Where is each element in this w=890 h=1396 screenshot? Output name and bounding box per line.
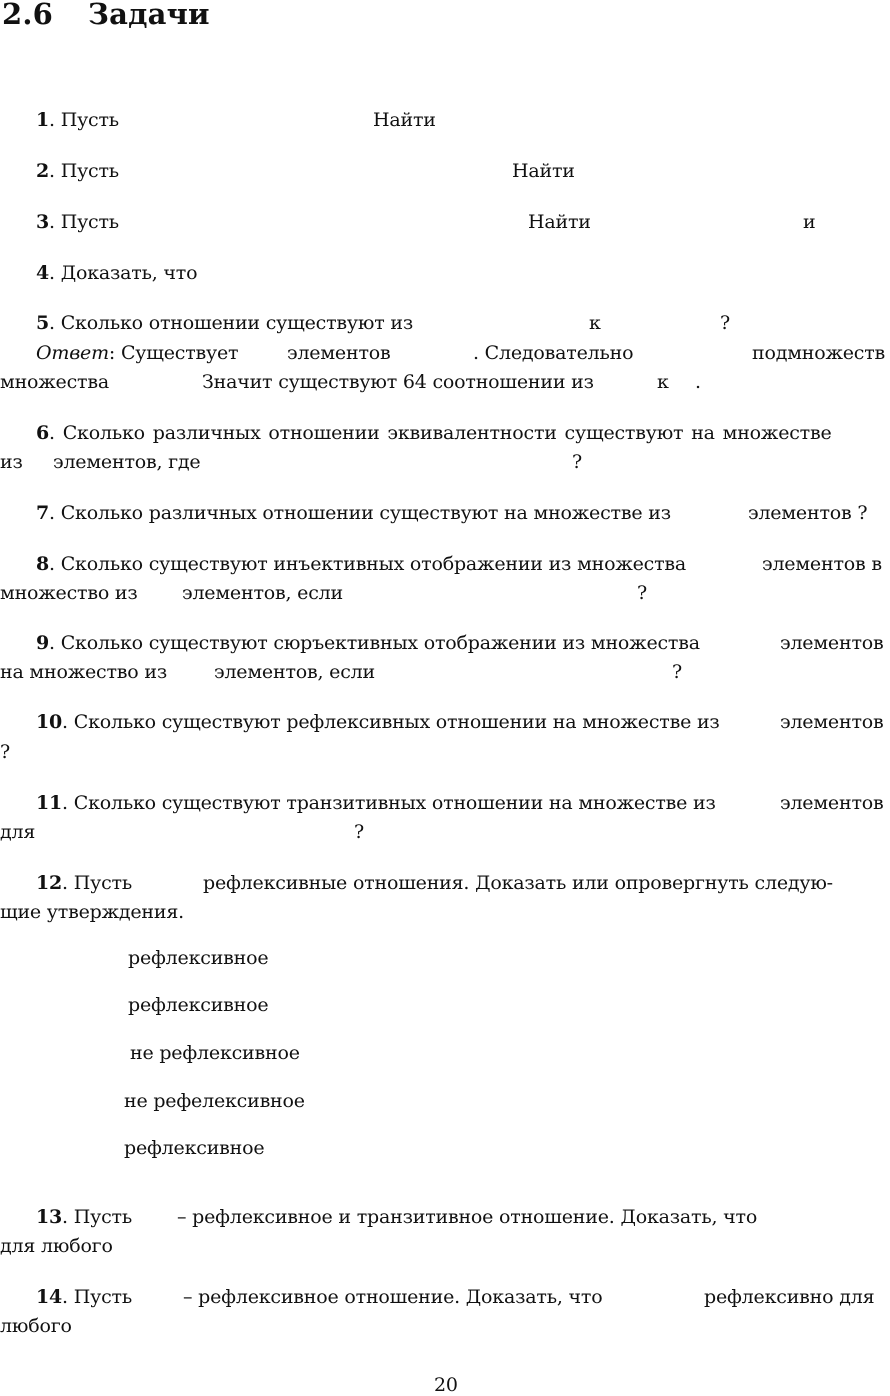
problem-9-text-b: элементов	[780, 632, 884, 654]
problem-number: 9	[36, 632, 50, 654]
problem-5-text-c: ?	[720, 312, 730, 334]
problem-5-line3-c: к	[657, 371, 669, 393]
problem-7-text-b: элементов ?	[748, 502, 868, 524]
problem-5-answer	[36, 344, 238, 363]
problem-text: . Пусть	[62, 1206, 132, 1228]
problem-5-line3-d: .	[695, 371, 701, 393]
problem-text: . Пусть	[62, 872, 132, 894]
problem-11	[36, 794, 716, 813]
problem-5-answer-c: . Следовательно	[473, 342, 634, 364]
problem-text: . Пусть	[62, 1286, 132, 1308]
problem-text: . Пусть	[49, 109, 119, 131]
problem-14	[36, 1288, 132, 1307]
problem-9	[36, 634, 700, 653]
problem-13-line2: для любого	[0, 1235, 113, 1257]
problem-text: . Доказать, что	[49, 262, 198, 284]
problem-number: 7	[36, 502, 50, 524]
problem-number: 5	[36, 312, 50, 334]
statement-item: не рефелексивное	[124, 1090, 305, 1112]
section-number: 2.6	[2, 0, 54, 31]
problem-3-text-b: Найти	[528, 211, 591, 233]
problem-8-line2-b: элементов, если	[182, 582, 343, 604]
problem-5-text-b: к	[589, 312, 601, 334]
problem-3	[36, 213, 119, 232]
problem-text: . Сколько существуют сюръективных отображении из множества	[49, 632, 700, 654]
problem-5-line3-a: множества	[0, 371, 109, 393]
problem-number: 2	[36, 160, 50, 182]
problem-10-line2: ?	[0, 741, 10, 763]
problem-12	[36, 874, 132, 893]
problem-number: 1	[36, 109, 50, 131]
problem-6-line2-b: элементов, где	[53, 451, 201, 473]
problem-11-text-b: элементов	[780, 792, 884, 814]
problem-text: . Сколько существуют рефлексивных отношении на множестве из	[62, 711, 720, 733]
problem-2	[36, 162, 119, 181]
problem-14-line2: любого	[0, 1315, 72, 1337]
problem-2-text-b: Найти	[512, 160, 575, 182]
problem-6-line2-a: из	[0, 451, 23, 473]
problem-1	[36, 111, 119, 130]
problem-text: . Пусть	[49, 211, 119, 233]
problem-text: . Сколько различных отношении существуют на множестве из	[49, 502, 671, 524]
problem-10-text-b: элементов	[780, 711, 884, 733]
problem-12-text-b: рефлексивные отношения. Доказать или опровергнуть следую-	[203, 872, 833, 894]
problem-number: 11	[36, 792, 63, 814]
section-title: Задачи	[88, 0, 210, 31]
problem-8-text-b: элементов в	[762, 553, 882, 575]
answer-label: Ответ	[36, 342, 109, 364]
problem-number: 8	[36, 553, 50, 575]
problem-number: 10	[36, 711, 63, 733]
statement-item: рефлексивное	[124, 1137, 265, 1159]
statement-item: рефлексивное	[128, 994, 269, 1016]
problem-number: 12	[36, 872, 63, 894]
problem-text: . Сколько отношении существуют из	[49, 312, 413, 334]
statement-item: не рефлексивное	[130, 1042, 300, 1064]
problem-13	[36, 1208, 132, 1227]
problem-14-text-c: рефлексивно для	[704, 1286, 875, 1308]
problem-number: 14	[36, 1286, 63, 1308]
problem-number: 3	[36, 211, 50, 233]
problem-5-answer-d: подмножеств	[752, 342, 886, 364]
problem-number: 13	[36, 1206, 63, 1228]
problem-5	[36, 314, 413, 333]
problem-8-line2-a: множество из	[0, 582, 138, 604]
problem-4	[36, 264, 197, 283]
problem-number: 4	[36, 262, 50, 284]
statement-item: рефлексивное	[128, 947, 269, 969]
problem-9-line2-a: на множество из	[0, 661, 167, 683]
problem-1-text-b: Найти	[373, 109, 436, 131]
section-heading	[2, 0, 210, 29]
problem-10	[36, 713, 720, 732]
problem-text: . Сколько существуют транзитивных отношении на множестве из	[62, 792, 716, 814]
problem-7	[36, 504, 671, 523]
problem-text: . Пусть	[49, 160, 119, 182]
problem-14-text-b: – рефлексивное отношение. Доказать, что	[183, 1286, 603, 1308]
problem-9-line2-c: ?	[672, 661, 682, 683]
problem-11-line2-b: ?	[354, 821, 364, 843]
problem-9-line2-b: элементов, если	[214, 661, 375, 683]
page-number: 20	[434, 1374, 458, 1396]
problem-8-line2-c: ?	[637, 582, 647, 604]
problem-5-answer-b: элементов	[287, 342, 391, 364]
problem-13-text-b: – рефлексивное и транзитивное отношение. Доказать, что	[177, 1206, 758, 1228]
problem-text: . Сколько существуют инъективных отображении из множества	[49, 553, 687, 575]
answer-text: : Существует	[108, 342, 239, 364]
problem-6-line2-c: ?	[572, 451, 582, 473]
problem-6	[36, 424, 832, 443]
problem-12-line2: щие утверждения.	[0, 901, 184, 923]
problem-text: . Сколько различных отношении эквивалентности существуют на множестве	[49, 422, 832, 444]
problem-8	[36, 555, 686, 574]
problem-3-text-c: и	[803, 211, 816, 233]
problem-11-line2-a: для	[0, 821, 36, 843]
problem-5-line3-b: Значит существуют 64 соотношении из	[202, 371, 594, 393]
problem-number: 6	[36, 422, 50, 444]
